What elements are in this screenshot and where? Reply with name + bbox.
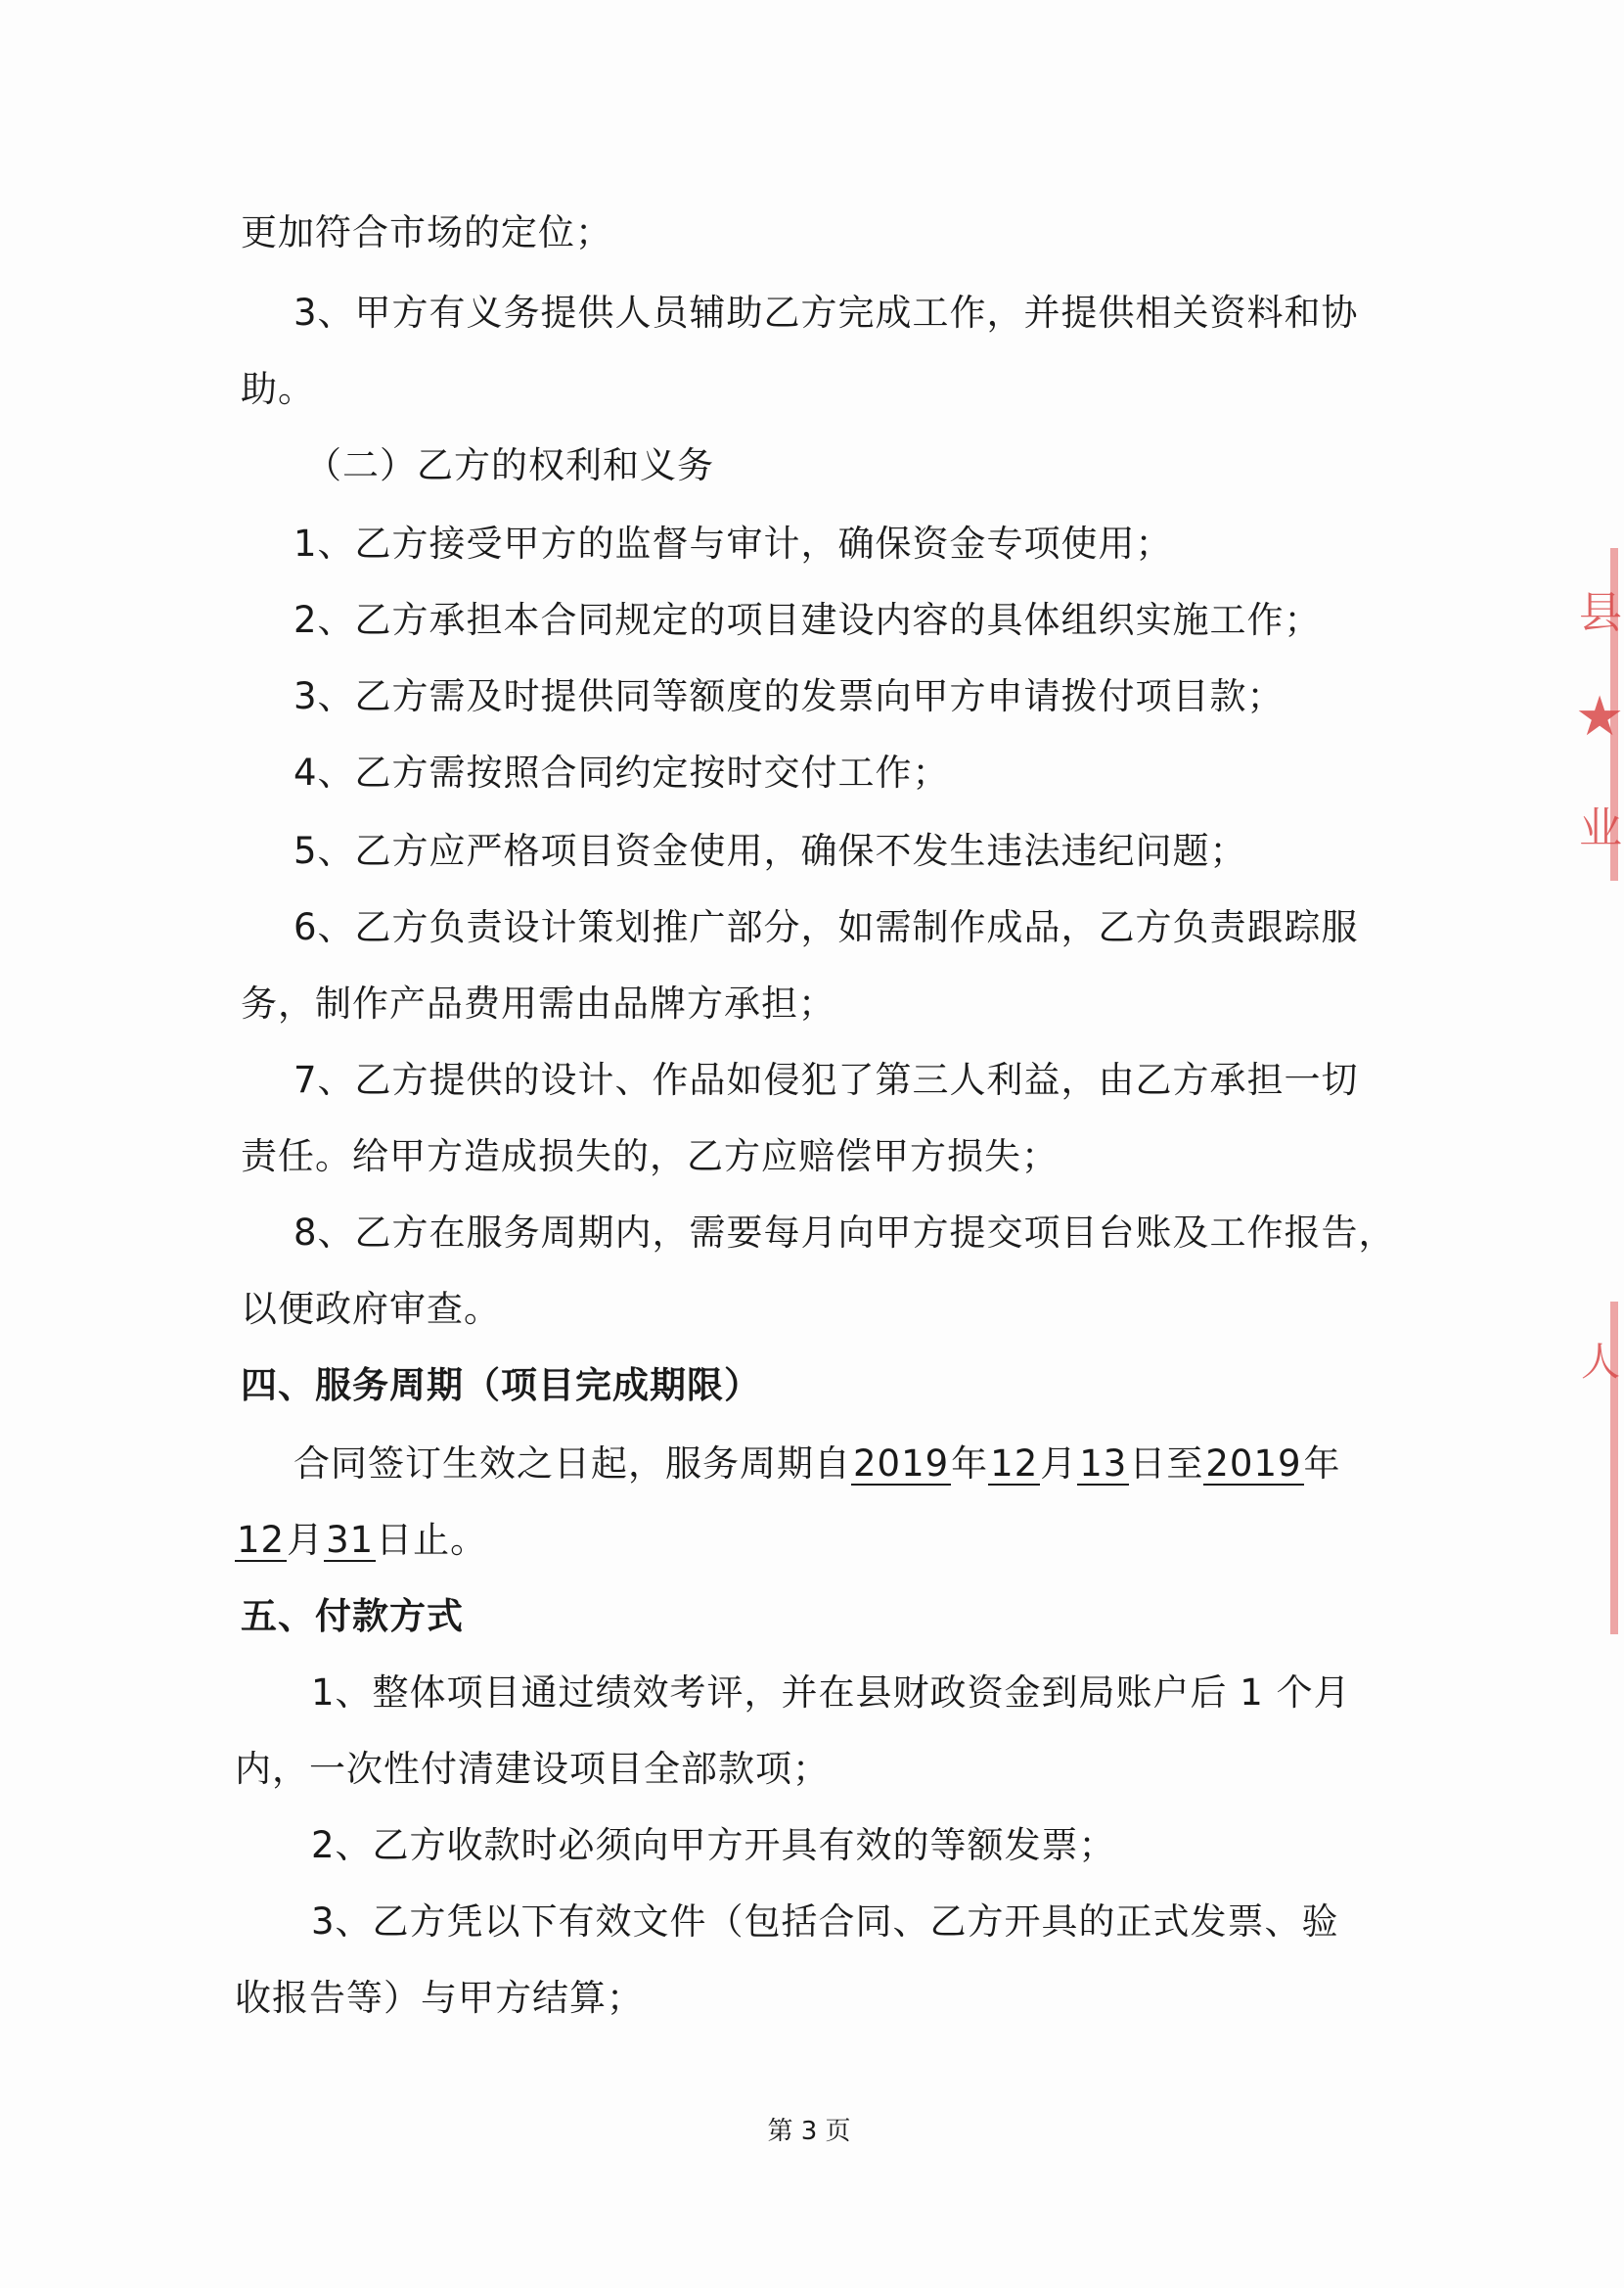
text-line: 更加符合市场的定位；	[241, 211, 612, 253]
start-day: 13	[1079, 1442, 1128, 1485]
section-subheading: （二）乙方的权利和义务	[305, 444, 714, 486]
period-text: 日止。	[376, 1519, 488, 1561]
text-line: 以便政府审查。	[241, 1288, 501, 1330]
period-text: 年	[1303, 1442, 1341, 1485]
end-day: 31	[326, 1519, 375, 1561]
seal-stamp-lower: 人	[1581, 1340, 1620, 1385]
text-line: 3、乙方凭以下有效文件（包括合同、乙方开具的正式发票、验	[311, 1900, 1339, 1943]
end-year: 2019	[1205, 1442, 1302, 1485]
period-text: 月	[287, 1519, 325, 1561]
text-line: 责任。给甲方造成损失的，乙方应赔偿甲方损失；	[241, 1135, 1059, 1177]
text-line: 3、乙方需及时提供同等额度的发票向甲方申请拨付项目款；	[293, 675, 1285, 717]
text-line: 收报告等）与甲方结算；	[235, 1977, 644, 2019]
seal-stamp: 县 ★ 业	[1575, 588, 1624, 853]
text-line: 7、乙方提供的设计、作品如侵犯了第三人利益，由乙方承担一切	[293, 1059, 1359, 1101]
text-line: 内，一次性付清建设项目全部款项；	[235, 1748, 830, 1790]
text-line: 4、乙方需按照合同约定按时交付工作；	[293, 752, 950, 794]
text-line: 3、甲方有义务提供人员辅助乙方完成工作，并提供相关资料和协	[293, 292, 1359, 334]
text-line: 6、乙方负责设计策划推广部分，如需制作成品，乙方负责跟踪服	[293, 906, 1359, 948]
service-period-line-2	[235, 1519, 487, 1562]
service-period-line-1	[293, 1442, 1341, 1486]
end-month: 12	[237, 1519, 286, 1561]
page-number: 第 3 页	[767, 2117, 851, 2146]
period-text: 月	[1040, 1442, 1078, 1485]
period-text: 合同签订生效之日起，服务周期自	[293, 1442, 851, 1485]
text-line: 5、乙方应严格项目资金使用，确保不发生违法违纪问题；	[293, 830, 1247, 872]
period-text: 年	[951, 1442, 989, 1485]
text-line: 助。	[241, 368, 315, 410]
period-text: 日至	[1129, 1442, 1204, 1485]
section-heading-payment: 五、付款方式	[241, 1595, 464, 1637]
start-month: 12	[990, 1442, 1039, 1485]
text-line: 1、整体项目通过绩效考评，并在县财政资金到局账户后 1 个月	[311, 1671, 1351, 1714]
text-line: 1、乙方接受甲方的监督与审计，确保资金专项使用；	[293, 523, 1173, 565]
text-line: 务，制作产品费用需由品牌方承担；	[241, 983, 835, 1025]
text-line: 2、乙方承担本合同规定的项目建设内容的具体组织实施工作；	[293, 599, 1322, 641]
text-line: 8、乙方在服务周期内，需要每月向甲方提交项目台账及工作报告，	[293, 1212, 1396, 1254]
start-year: 2019	[853, 1442, 950, 1485]
text-line: 2、乙方收款时必须向甲方开具有效的等额发票；	[311, 1824, 1116, 1866]
section-heading-service-period: 四、服务周期（项目完成期限）	[241, 1364, 761, 1406]
